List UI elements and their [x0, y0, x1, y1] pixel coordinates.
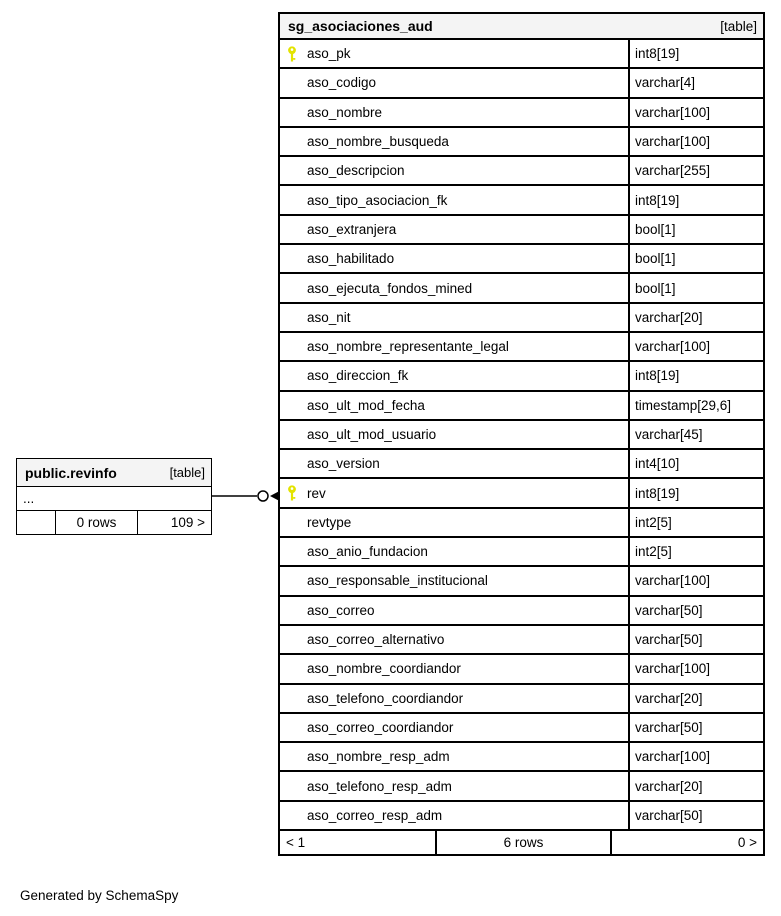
- fk-relationship-connector: [212, 485, 280, 507]
- key-slot: [286, 46, 307, 62]
- related-table-header: [17, 459, 211, 487]
- related-footer-children[interactable]: 109 >: [137, 511, 211, 534]
- primary-key-icon: [286, 46, 298, 62]
- column-name: aso_nombre_representante_legal: [307, 339, 509, 355]
- column-name: aso_direccion_fk: [307, 368, 409, 384]
- column-row-aso_responsable_institucional: [280, 567, 763, 596]
- column-type: bool[1]: [635, 221, 676, 237]
- column-row-aso_correo_resp_adm: [280, 802, 763, 831]
- column-type: varchar[50]: [635, 632, 703, 648]
- column-row-aso_direccion_fk: [280, 362, 763, 391]
- column-row-aso_correo_coordiandor: [280, 714, 763, 743]
- column-row-aso_anio_fundacion: [280, 538, 763, 567]
- column-name-cell[interactable]: [280, 567, 630, 594]
- column-name-cell[interactable]: [280, 69, 630, 96]
- column-name: aso_correo_alternativo: [307, 632, 445, 648]
- column-type: varchar[50]: [635, 807, 703, 823]
- main-table-footer: [280, 831, 763, 854]
- column-row-aso_version: [280, 450, 763, 479]
- column-name-cell[interactable]: [280, 245, 630, 272]
- column-type: timestamp[29,6]: [635, 397, 732, 413]
- column-name: aso_pk: [307, 46, 351, 62]
- column-row-aso_pk: [280, 40, 763, 69]
- main-footer-children[interactable]: 0 >: [610, 831, 763, 854]
- column-type: int8[19]: [635, 485, 680, 501]
- column-type: varchar[100]: [635, 661, 711, 677]
- column-type: varchar[100]: [635, 339, 711, 355]
- column-type: varchar[100]: [635, 573, 711, 589]
- column-row-aso_nombre_coordiandor: [280, 655, 763, 684]
- related-table-collapsed-columns: ...: [17, 487, 211, 511]
- column-type: int4[10]: [635, 456, 680, 472]
- column-name: aso_ejecuta_fondos_mined: [307, 280, 473, 296]
- column-name-cell[interactable]: [280, 99, 630, 126]
- column-name: aso_version: [307, 456, 380, 472]
- column-name: aso_nombre: [307, 104, 383, 120]
- column-name: aso_ult_mod_fecha: [307, 397, 425, 413]
- key-slot: [286, 485, 307, 501]
- column-type: varchar[100]: [635, 104, 711, 120]
- column-type: int2[5]: [635, 544, 672, 560]
- column-name: aso_correo_resp_adm: [307, 807, 443, 823]
- column-type: varchar[20]: [635, 309, 703, 325]
- column-name-cell[interactable]: [280, 509, 630, 536]
- column-name-cell[interactable]: [280, 186, 630, 213]
- column-type: bool[1]: [635, 251, 676, 267]
- primary-key-icon: [286, 485, 298, 501]
- column-name: rev: [307, 485, 326, 501]
- column-row-aso_nombre_resp_adm: [280, 743, 763, 772]
- column-name-cell[interactable]: [280, 802, 630, 829]
- column-row-aso_ejecuta_fondos_mined: [280, 274, 763, 303]
- column-row-aso_nombre: [280, 99, 763, 128]
- column-name: aso_correo: [307, 602, 375, 618]
- column-name: aso_descripcion: [307, 163, 405, 179]
- main-table-type-label: [table]: [720, 18, 757, 34]
- column-name: aso_nit: [307, 309, 351, 325]
- column-row-aso_extranjera: [280, 216, 763, 245]
- column-name-cell[interactable]: [280, 597, 630, 624]
- column-rows: [280, 40, 763, 831]
- column-name: aso_tipo_asociacion_fk: [307, 192, 448, 208]
- column-name-cell[interactable]: [280, 392, 630, 419]
- generated-by-caption: Generated by SchemaSpy: [20, 888, 179, 903]
- table-node-public-revinfo[interactable]: [16, 458, 212, 535]
- column-name-cell[interactable]: [280, 538, 630, 565]
- column-name: aso_ult_mod_usuario: [307, 427, 437, 442]
- related-footer-parents: [17, 511, 55, 534]
- column-type: int8[19]: [635, 46, 680, 62]
- related-footer-row-count: 0 rows: [55, 511, 137, 534]
- column-row-aso_ult_mod_fecha: [280, 392, 763, 421]
- column-name-cell[interactable]: [280, 333, 630, 360]
- column-type: varchar[50]: [635, 719, 703, 735]
- column-name: aso_nombre_busqueda: [307, 134, 449, 150]
- column-name: aso_habilitado: [307, 251, 395, 267]
- column-name-cell[interactable]: [280, 128, 630, 155]
- column-row-aso_nombre_busqueda: [280, 128, 763, 157]
- main-footer-row-count: 6 rows: [435, 831, 610, 854]
- column-name-cell[interactable]: [280, 743, 630, 770]
- related-table-type-label: [table]: [169, 465, 205, 480]
- column-type: int8[19]: [635, 192, 680, 208]
- column-name-cell[interactable]: [280, 772, 630, 799]
- connector-circle: [258, 491, 268, 501]
- column-name: aso_telefono_coordiandor: [307, 690, 464, 706]
- column-name-cell[interactable]: [280, 157, 630, 184]
- column-name: aso_anio_fundacion: [307, 544, 428, 560]
- column-type: int8[19]: [635, 368, 680, 384]
- column-type: varchar[100]: [635, 749, 711, 765]
- column-name-cell[interactable]: [280, 685, 630, 712]
- column-row-aso_habilitado: [280, 245, 763, 274]
- column-name: aso_codigo: [307, 75, 377, 91]
- column-type: bool[1]: [635, 280, 676, 296]
- column-row-aso_nit: [280, 304, 763, 333]
- column-row-aso_correo_alternativo: [280, 626, 763, 655]
- column-type: varchar[100]: [635, 134, 711, 150]
- column-name-cell[interactable]: [280, 216, 630, 243]
- column-type: varchar[20]: [635, 690, 703, 706]
- column-row-aso_ult_mod_usuario: [280, 421, 763, 450]
- column-name: aso_correo_coordiandor: [307, 719, 454, 735]
- column-row-aso_telefono_resp_adm: [280, 772, 763, 801]
- column-name: revtype: [307, 514, 352, 530]
- main-table-name[interactable]: sg_asociaciones_aud: [288, 18, 433, 34]
- column-row-aso_nombre_representante_legal: [280, 333, 763, 362]
- column-name-cell[interactable]: [280, 479, 630, 506]
- column-name-cell[interactable]: [280, 362, 630, 389]
- column-type: varchar[4]: [635, 75, 696, 91]
- column-name-cell[interactable]: [280, 626, 630, 653]
- column-type: int2[5]: [635, 514, 672, 530]
- column-name-cell[interactable]: [280, 655, 630, 682]
- column-name-cell[interactable]: [280, 450, 630, 477]
- related-table-name[interactable]: public.revinfo: [25, 464, 117, 481]
- column-name-cell[interactable]: [280, 304, 630, 331]
- column-name-cell[interactable]: [280, 40, 630, 67]
- table-node-sg-asociaciones-aud[interactable]: [278, 12, 765, 856]
- column-name: aso_nombre_coordiandor: [307, 661, 461, 677]
- column-name-cell[interactable]: [280, 274, 630, 301]
- column-row-rev: [280, 479, 763, 508]
- column-type: varchar[50]: [635, 602, 703, 618]
- related-table-footer: [17, 511, 211, 534]
- column-name: aso_nombre_resp_adm: [307, 749, 450, 765]
- main-table-header: [280, 14, 763, 40]
- column-row-aso_tipo_asociacion_fk: [280, 186, 763, 215]
- column-type: varchar[255]: [635, 163, 711, 179]
- column-name-cell[interactable]: [280, 421, 630, 448]
- column-type: varchar[20]: [635, 778, 703, 794]
- column-row-aso_codigo: [280, 69, 763, 98]
- column-row-revtype: [280, 509, 763, 538]
- column-row-aso_descripcion: [280, 157, 763, 186]
- main-footer-parents[interactable]: < 1: [286, 835, 306, 851]
- column-name: aso_extranjera: [307, 221, 397, 237]
- column-name: aso_responsable_institucional: [307, 573, 488, 589]
- column-name-cell[interactable]: [280, 714, 630, 741]
- column-row-aso_telefono_coordiandor: [280, 685, 763, 714]
- column-row-aso_correo: [280, 597, 763, 626]
- column-name: aso_telefono_resp_adm: [307, 778, 452, 794]
- column-type: varchar[45]: [635, 427, 703, 442]
